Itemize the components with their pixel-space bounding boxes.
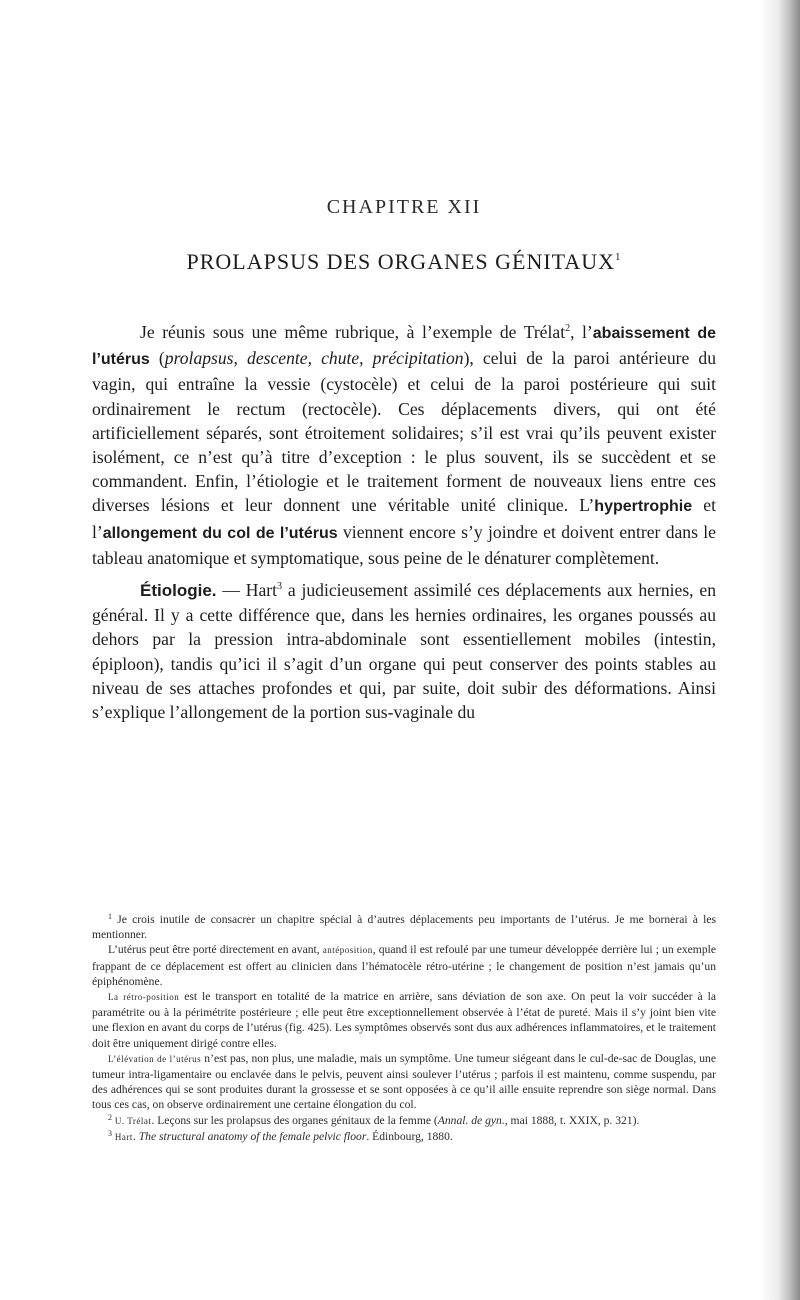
footnote-text: . Édinbourg, 1880.	[366, 1129, 453, 1143]
term-elevation: L’élévation de l’utérus	[108, 1053, 202, 1064]
text-run: ), celui de la paroi antérieure du vagin, qui entraîne la vessie (cystocèle) et celui de la paroi postérieure qui suit ordinairement le rectum (rectocèle). Ces déplacements divers, qui ont été artificiellement séparés, sont étroitement solidaires; s’il est vrai qu’ils peuvent exister isolément, ce n’est qu’à titre d’exception : le plus souvent, ils se succèdent et se commandent. Enfin, l’étiologie et le traitement forment de nouveaux liens entre ces diverses lésions et leur donnent une véritable unité clinique. L’	[92, 348, 716, 516]
text-run: , l’	[570, 322, 593, 342]
footnote-text: , mai 1888, t. XXIX, p. 321).	[504, 1113, 640, 1127]
footnote-ref-1: 1	[615, 251, 622, 263]
footnotes	[92, 912, 716, 1145]
footnote-1-retroposition	[92, 989, 716, 1051]
footnote-2	[92, 1113, 716, 1129]
text-run: a judicieusement assimilé ces déplacements aux hernies, en général. Il y a cette différence que, dans les hernies ordinaires, les organes poussés au dehors par la pression intra-abdominale sont essentiellement mobiles (intestin, épiploon), tandis qu’ici il s’agit d’un organe qui peut conserver des points stables au niveau de ses attaches profondes et qui, par suite, doit subir des déformations. Ainsi s’explique l’allongement de la portion sus-vaginale du	[92, 580, 717, 723]
term-anteposition: antéposition	[322, 945, 373, 956]
page-edge-shadow	[760, 0, 800, 1300]
synonyms-italic: prolapsus, descente, chute, précipitation	[164, 348, 464, 369]
footnote-1-elevation	[92, 1051, 716, 1113]
footnote-ref-3: 3	[277, 581, 283, 593]
footnote-text: .	[132, 1129, 139, 1143]
footnote-number: 3	[108, 1128, 112, 1138]
chapter-title-text: PROLAPSUS DES ORGANES GÉNITAUX	[186, 249, 616, 274]
footnote-number: 1	[108, 912, 112, 921]
footnote-text: est le transport en totalité de la matrice en arrière, sans déviation de son axe. On peut la voir succéder à la paramétrite ou à la périmétrite postérieure ; elle peut être exceptionnellement observée à l’état de pureté. Mais il s’y joint bien vite une flexion en avant du corps de l’utérus (fig. 425). Les symptômes observés sont dus aux adhérences inflammatoires, et le traitement doit être uniquement dirigé contre elles.	[92, 990, 716, 1050]
footnote-text: . Leçons sur les prolapsus des organes génitaux de la femme (	[151, 1113, 438, 1127]
section-heading-etiologie: Étiologie.	[140, 581, 217, 601]
term-hypertrophie: hypertrophie	[594, 498, 693, 516]
chapter-heading: CHAPITRE XII	[326, 196, 482, 218]
body-text	[92, 320, 716, 724]
footnote-ref-2: 2	[565, 323, 571, 334]
journal-title: Annal. de gyn.	[437, 1113, 505, 1127]
footnote-3	[92, 1129, 716, 1145]
footnote-1-anteposition	[92, 942, 716, 989]
term-allongement: allongement du col de l’utérus	[102, 524, 338, 542]
footnote-text: , quand il est refoulé par une tumeur développée derrière lui ; un exemple frappant de ce déplacement est offert au clinicien dans l’hématocèle rétro-utérine ; le changement de position n’est jamais qu’un épiphénomène.	[92, 943, 716, 988]
footnote-number: 2	[108, 1112, 112, 1122]
text-run: et l’	[92, 495, 716, 542]
text-run: viennent encore s’y joindre et doivent entrer dans le tableau anatomique et symptomatique, sous peine de le dénaturer complètement.	[92, 521, 716, 568]
footnote-1	[92, 912, 716, 942]
author-trelat: U. Trélat	[114, 1115, 152, 1126]
book-title: The structural anatomy of the female pelvic floor	[138, 1129, 367, 1143]
text-run: (	[149, 348, 165, 369]
term-retroposition: La rétro-position	[108, 992, 180, 1003]
footnote-text: Je crois inutile de consacrer un chapitre spécial à d’autres déplacements peu importants de l’utérus. Je me bornerai à les mentionner.	[92, 913, 716, 942]
text-run: Je réunis sous une même rubrique, à l’exemple de Trélat	[140, 322, 566, 342]
footnote-text: L’utérus peut être porté directement en avant,	[108, 943, 323, 957]
footnote-text: n’est pas, non plus, une maladie, mais un symptôme. Une tumeur siégeant dans le cul-de-sac de Douglas, une tumeur intra-ligamentaire ou enclavée dans le pelvis, peuvent ainsi soulever l’utérus ; parfois il est maintenu, comme suspendu, par des adhérences qui se sont produites durant la grossesse et se sont opposées à ce qu’il aille ensuite reprendre son siège normal. Dans tous ces cas, on observe ordinairement une certaine élongation du col.	[92, 1051, 717, 1112]
paragraph-etiologie	[92, 578, 716, 724]
paragraph-intro	[92, 320, 716, 570]
term-abaissement: abaissement de l’utérus	[92, 325, 716, 369]
text-run: — Hart	[216, 580, 278, 601]
author-hart: Hart	[114, 1131, 133, 1142]
chapter-title	[92, 249, 716, 275]
